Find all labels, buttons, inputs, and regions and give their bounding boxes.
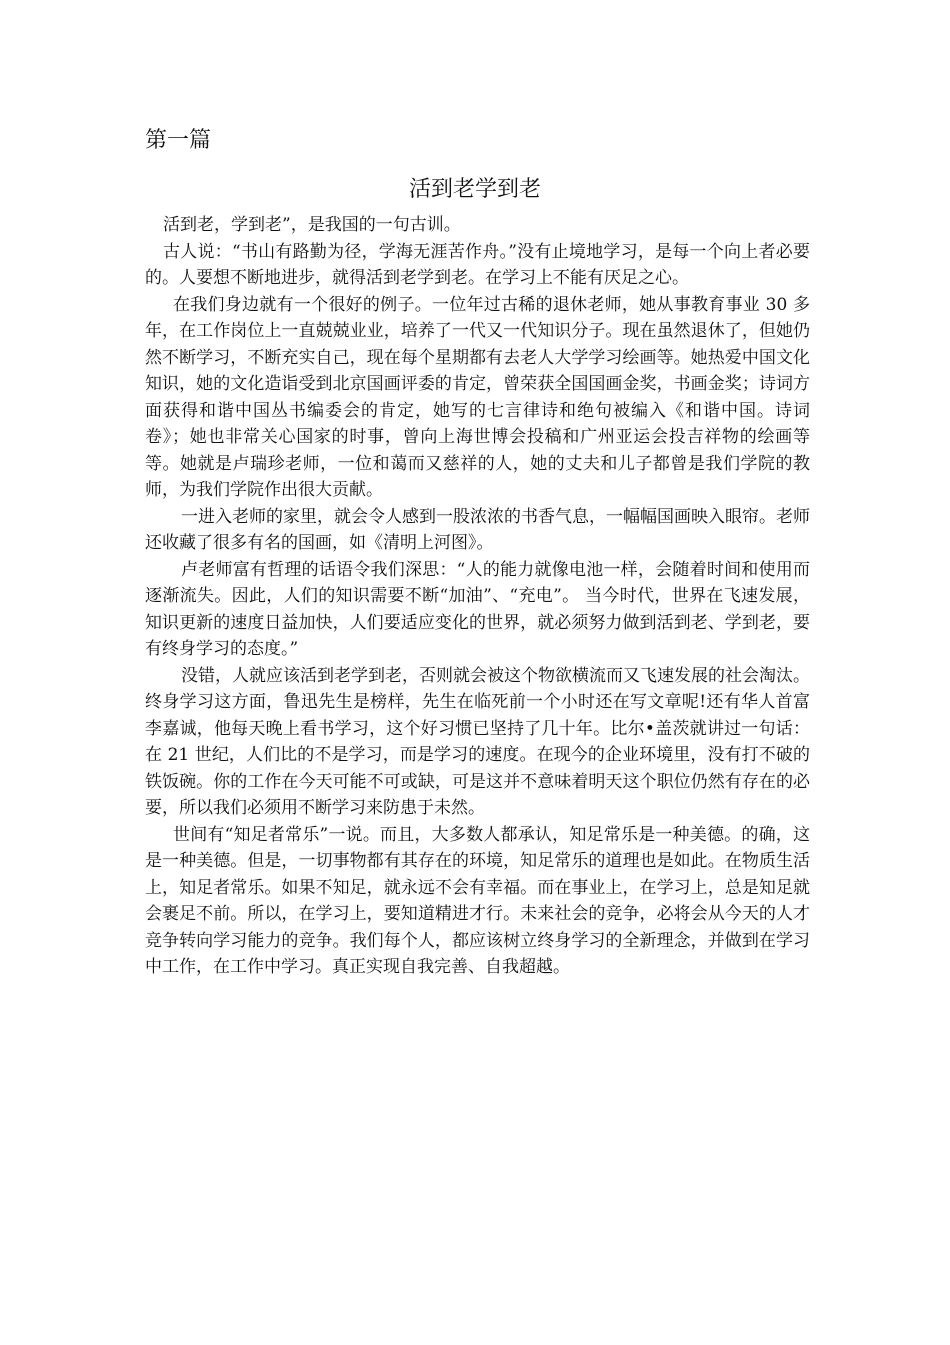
paragraph-1: 活到老，学到老”，是我国的一句古训。 bbox=[163, 215, 461, 235]
paragraph-3: 在我们身边就有一个很好的例子。一位年过古稀的退休老师，她从事教育事业 30 多年，在工作岗位上一直兢兢业业，培养了一代又一代知识分子。现在虽然退休了，但她仍然不断学习，不断充实自己，现在每个星期都有去老人大学学习绘画等。她热爱中国文化知识，她的文化造诣受到北京国画评委的肯定，曾荣获全国国画金奖，书画金奖；诗词方面获得和谐中国丛书编委会的肯定，她写的七言律诗和绝句被编入《和谐中国。诗词卷》；她也非常关心国家的时事，曾向上海世博会投稿和广州亚运会投吉祥物的绘画等等。她就是卢瑞珍老师，一位和蔼而又慈祥的人，她的丈夫和儿子都曾是我们学院的教师，为我们学院作出很大贡献。 bbox=[145, 294, 810, 500]
paragraph-7: 世间有“知足者常乐”一说。而且，大多数人都承认，知足常乐是一种美德。的确，这是一种美德。但是，一切事物都有其存在的环境，知足常乐的道理也是如此。在物质生活上，知足者常乐。如果不知足，就永远不会有幸福。而在事业上，在学习上，总是知足就会裹足不前。所以，在学习上，要知道精进才行。未来社会的竞争，必将会从今天的人才竞争转向学习能力的竞争。我们每个人，都应该树立终身学习的全新理念，并做到在学习中工作，在工作中学习。真正实现自我完善、自我超越。 bbox=[145, 824, 810, 977]
paragraph-5: 卢老师富有哲理的话语令我们深思：“人的能力就像电池一样，会随着时间和使用而逐渐流失。因此，人们的知识需要不断“加油”、“充电”。 当今时代，世界在飞速发展，知识更新的速度日益加快，人们要适应变化的世界，就必须努力做到活到老、学到老，要有终身学习的态度。” bbox=[145, 559, 810, 659]
essay-title: 活到老学到老 bbox=[408, 177, 541, 202]
paragraph-6: 没错，人就应该活到老学到老，否则就会被这个物欲横流而又飞速发展的社会淘汰。终身学习这方面，鲁迅先生是榜样，先生在临死前一个小时还在写文章呢!还有华人首富李嘉诚，他每天晚上看书学习，这个好习惯已坚持了几十年。比尔•盖茨就讲过一句话：在 21 世纪，人们比的不是学习，而是学习的速度。在现今的企业环境里，没有打不破的铁饭碗。你的工作在今天可能不可或缺，可是这并不意味着明天这个职位仍然有存在的必要，所以我们必须用不断学习来防患于未然。 bbox=[145, 665, 810, 818]
paragraph-4: 一进入老师的家里，就会令人感到一股浓浓的书香气息，一幅幅国画映入眼帘。老师还收藏了很多有名的国画，如《清明上河图》。 bbox=[145, 506, 810, 553]
essay-body bbox=[145, 212, 810, 981]
section-heading: 第一篇 bbox=[145, 128, 212, 153]
paragraph-2: 古人说：“书山有路勤为径，学海无涯苦作舟。”没有止境地学习，是每一个向上者必要的。人要想不断地进步，就得活到老学到老。在学习上不能有厌足之心。 bbox=[145, 241, 810, 288]
